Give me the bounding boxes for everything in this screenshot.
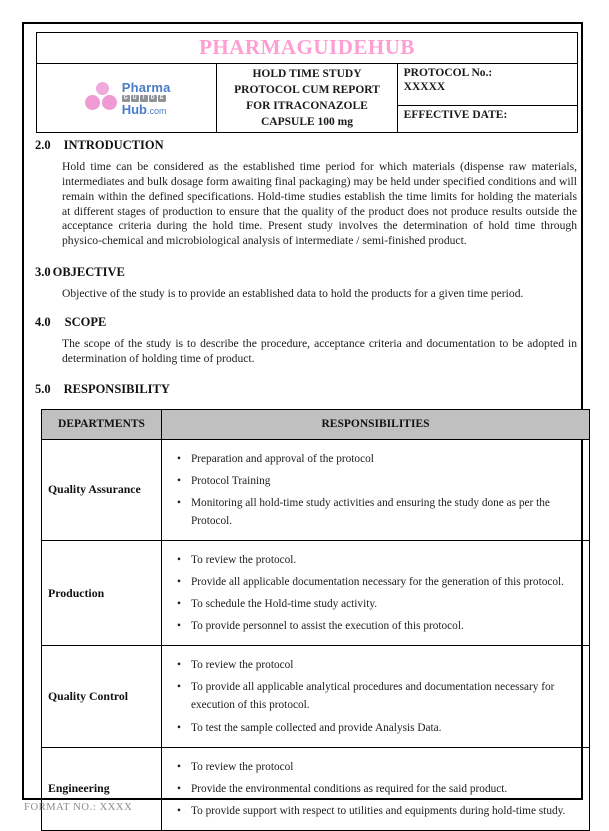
logo-guide-letter: I bbox=[140, 95, 148, 102]
logo-circle-right bbox=[102, 95, 117, 110]
logo-guide-letter: G bbox=[122, 95, 130, 102]
section-heading-objective bbox=[35, 265, 577, 280]
table-row bbox=[42, 541, 590, 646]
section-number: 3.0 bbox=[35, 264, 51, 279]
logo-text bbox=[122, 81, 171, 116]
document-body bbox=[24, 138, 581, 830]
scope-paragraph: The scope of the study is to describe the procedure, acceptance criteria and documentation to be adopted in determination of holding time of product. bbox=[62, 337, 577, 366]
responsibility-item: • Provide all applicable documentation necessary for the generation of this protocol. bbox=[175, 573, 578, 591]
department-name: Quality Assurance bbox=[42, 439, 162, 540]
logo-guide-letter: U bbox=[131, 95, 139, 102]
doc-title: HOLD TIME STUDY PROTOCOL CUM REPORT FOR ITRACONAZOLE CAPSULE 100 mg bbox=[217, 64, 397, 133]
pharmaguidehub-logo bbox=[38, 81, 215, 116]
section-title: SCOPE bbox=[64, 315, 107, 330]
logo-word-hub: Hub.com bbox=[121, 101, 167, 117]
logo-circle-left bbox=[85, 95, 100, 110]
responsibility-item: • To provide personnel to assist the execution of this protocol. bbox=[175, 617, 578, 635]
table-row bbox=[42, 439, 590, 540]
logo-word-pharma: Pharma bbox=[121, 79, 171, 95]
section-title: INTRODUCTION bbox=[63, 138, 164, 153]
section-title: RESPONSIBILITY bbox=[63, 381, 170, 396]
department-name: Engineering bbox=[42, 747, 162, 830]
responsibility-item: • Protocol Training bbox=[175, 472, 578, 490]
department-name: Quality Control bbox=[42, 646, 162, 747]
section-number: 4.0 bbox=[35, 315, 51, 330]
responsibility-item: • To review the protocol bbox=[175, 758, 578, 776]
responsibility-item: • Provide the environmental conditions as required for the said product. bbox=[175, 780, 578, 798]
table-header-row bbox=[42, 409, 590, 439]
document-header bbox=[36, 32, 578, 133]
department-name: Production bbox=[42, 541, 162, 646]
logo-word-com: .com bbox=[147, 105, 167, 116]
responsibility-item: • To provide all applicable analytical procedures and documentation necessary for execution of this protocol. bbox=[175, 678, 578, 714]
section-title: OBJECTIVE bbox=[52, 264, 125, 279]
effective-date-label: EFFECTIVE DATE: bbox=[403, 108, 508, 121]
table-header-responsibilities: RESPONSIBILITIES bbox=[162, 409, 590, 439]
section-number: 5.0 bbox=[35, 381, 51, 396]
objective-paragraph: Objective of the study is to provide an established data to hold the products for a given time period. bbox=[62, 286, 524, 300]
responsibility-item: • To schedule the Hold-time study activity. bbox=[175, 595, 578, 613]
responsibility-item: • To test the sample collected and provide Analysis Data. bbox=[175, 719, 578, 737]
logo-cell bbox=[37, 64, 217, 133]
table-row bbox=[42, 747, 590, 830]
responsibility-item: • To review the protocol bbox=[175, 656, 578, 674]
responsibilities-table bbox=[41, 409, 590, 831]
responsibility-list bbox=[162, 646, 590, 747]
logo-guide-letter: E bbox=[158, 95, 166, 102]
logo-word-guide bbox=[122, 95, 171, 102]
section-heading-scope bbox=[35, 315, 577, 330]
responsibility-list bbox=[162, 541, 590, 646]
logo-circles-icon bbox=[83, 82, 119, 114]
logo-circle-top bbox=[96, 82, 109, 95]
responsibility-list bbox=[162, 747, 590, 830]
format-number: FORMAT NO.: XXXX bbox=[24, 802, 133, 813]
responsibility-item: • To provide support with respect to utilities and equipments during hold-time study. bbox=[175, 802, 578, 820]
responsibility-item: • Preparation and approval of the protocol bbox=[175, 450, 578, 468]
protocol-no-value: XXXXX bbox=[403, 81, 446, 94]
brand-title: PHARMAGUIDEHUB bbox=[37, 33, 578, 64]
protocol-no-label: PROTOCOL No.: bbox=[403, 67, 493, 79]
logo-guide-letter: D bbox=[149, 95, 157, 102]
section-heading-introduction bbox=[35, 138, 577, 153]
table-row bbox=[42, 646, 590, 747]
responsibility-list bbox=[162, 439, 590, 540]
protocol-no-cell bbox=[397, 64, 577, 106]
responsibility-item: • To review the protocol. bbox=[175, 551, 578, 569]
table-header-departments: DEPARTMENTS bbox=[42, 409, 162, 439]
effective-date-cell bbox=[397, 105, 577, 132]
responsibility-item: • Monitoring all hold-time study activities and ensuring the study done as per the Protocol. bbox=[175, 494, 578, 530]
section-heading-responsibility bbox=[35, 382, 577, 397]
section-number: 2.0 bbox=[35, 138, 51, 153]
introduction-paragraph: Hold time can be considered as the established time period for which materials (dispense raw materials, intermediates and bulk dosage form awaiting final packaging) may be held under specified conditions and will remain within the defined specifications. Hold-time studies establish the time limits for holding the materials at different stages of production to ensure that the quality of the product does not produce results outside the acceptance criteria during the hold time. Present study involves the determination of hold time through physico-chemical and microbiological analysis of intermediate / semi-finished product. bbox=[62, 160, 577, 247]
